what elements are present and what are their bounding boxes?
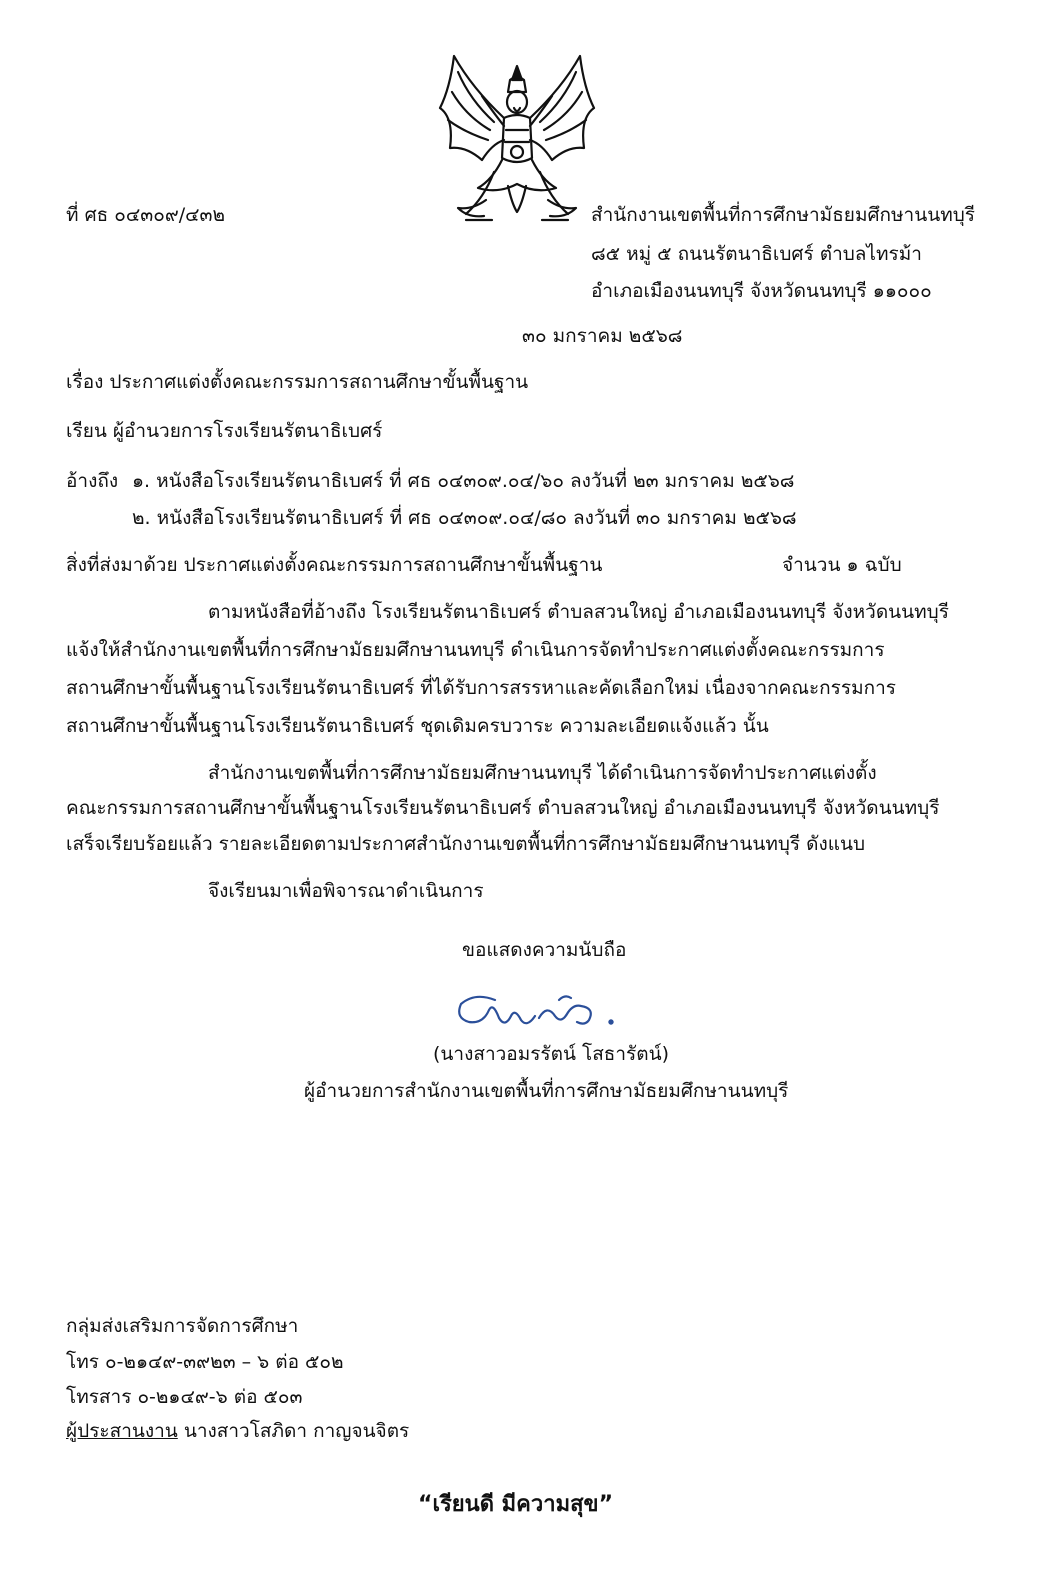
footer-division: กลุ่มส่งเสริมการจัดการศึกษา [66, 1315, 299, 1337]
office-address-line2: อำเภอเมืองนนทบุรี จังหวัดนนทบุรี ๑๑๐๐๐ [591, 280, 932, 302]
letter-recipient: เรียน ผู้อำนวยการโรงเรียนรัตนาธิเบศร์ [66, 420, 383, 442]
coordinator-name: นางสาวโสภิดา กาญจนจิตร [177, 1420, 410, 1442]
enclosure-count: จำนวน ๑ ฉบับ [782, 554, 902, 576]
handwritten-signature-icon [455, 978, 635, 1038]
footer-phone: โทร ๐-๒๑๔๙-๓๙๒๓ – ๖ ต่อ ๕๐๒ [66, 1351, 344, 1373]
paragraph2-line: สำนักงานเขตพื้นที่การศึกษามัธยมศึกษานนทบุรี ได้ดำเนินการจัดทำประกาศแต่งตั้ง [208, 762, 877, 784]
coordinator-label: ผู้ประสานงาน [66, 1420, 178, 1442]
reference-item-2: ๒. หนังสือโรงเรียนรัตนาธิเบศร์ ที่ ศธ ๐๔๓๐๙.๐๔/๘๐ ลงวันที่ ๓๐ มกราคม ๒๕๖๘ [132, 507, 797, 529]
paragraph1-line: ตามหนังสือที่อ้างถึง โรงเรียนรัตนาธิเบศร์ ตำบลสวนใหญ่ อำเภอเมืองนนทบุรี จังหวัดนนทบุรี [208, 601, 949, 623]
footer-fax: โทรสาร ๐-๒๑๔๙-๖ ต่อ ๕๐๓ [66, 1386, 303, 1408]
paragraph2-line: คณะกรรมการสถานศึกษาขั้นพื้นฐานโรงเรียนรัตนาธิเบศร์ ตำบลสวนใหญ่ อำเภอเมืองนนทบุรี จังหวัดนนทบุรี [66, 797, 940, 819]
reference-item-1: ๑. หนังสือโรงเรียนรัตนาธิเบศร์ ที่ ศธ ๐๔๓๐๙.๐๔/๖๐ ลงวันที่ ๒๓ มกราคม ๒๕๖๘ [132, 470, 795, 492]
paragraph1-line: สถานศึกษาขั้นพื้นฐานโรงเรียนรัตนาธิเบศร์ ชุดเดิมครบวาระ ความละเอียดแจ้งแล้ว นั้น [66, 715, 769, 737]
references-label: อ้างถึง [66, 470, 119, 492]
enclosure-text: สิ่งที่ส่งมาด้วย ประกาศแต่งตั้งคณะกรรมการสถานศึกษาขั้นพื้นฐาน [66, 554, 603, 576]
complimentary-close: ขอแสดงความนับถือ [462, 939, 627, 961]
signatory-title: ผู้อำนวยการสำนักงานเขตพื้นที่การศึกษามัธยมศึกษานนทบุรี [304, 1080, 789, 1102]
paragraph1-line: สถานศึกษาขั้นพื้นฐานโรงเรียนรัตนาธิเบศร์ ที่ได้รับการสรรหาและคัดเลือกใหม่ เนื่องจากคณะกรรมการ [66, 677, 896, 699]
signatory-name: (นางสาวอมรรัตน์ โสธารัตน์) [433, 1043, 670, 1065]
letter-subject: เรื่อง ประกาศแต่งตั้งคณะกรรมการสถานศึกษาขั้นพื้นฐาน [66, 371, 529, 393]
paragraph1-line: แจ้งให้สำนักงานเขตพื้นที่การศึกษามัธยมศึกษานนทบุรี ดำเนินการจัดทำประกาศแต่งตั้งคณะกรรมการ [66, 639, 885, 661]
motto: “เรียนดี มีความสุข” [418, 1492, 614, 1517]
garuda-emblem-icon [432, 48, 602, 238]
footer-coordinator [66, 1422, 409, 1441]
office-name: สำนักงานเขตพื้นที่การศึกษามัธยมศึกษานนทบุรี [591, 204, 975, 226]
reference-number: ที่ ศธ ๐๔๓๐๙/๔๓๒ [66, 204, 226, 226]
letter-date: ๓๐ มกราคม ๒๕๖๘ [522, 325, 683, 347]
office-address-line1: ๘๕ หมู่ ๕ ถนนรัตนาธิเบศร์ ตำบลไทรม้า [591, 243, 922, 265]
paragraph2-line: เสร็จเรียบร้อยแล้ว รายละเอียดตามประกาศสำนักงานเขตพื้นที่การศึกษามัธยมศึกษานนทบุรี ดังแนบ [66, 833, 866, 855]
closing-request: จึงเรียนมาเพื่อพิจารณาดำเนินการ [208, 880, 484, 902]
